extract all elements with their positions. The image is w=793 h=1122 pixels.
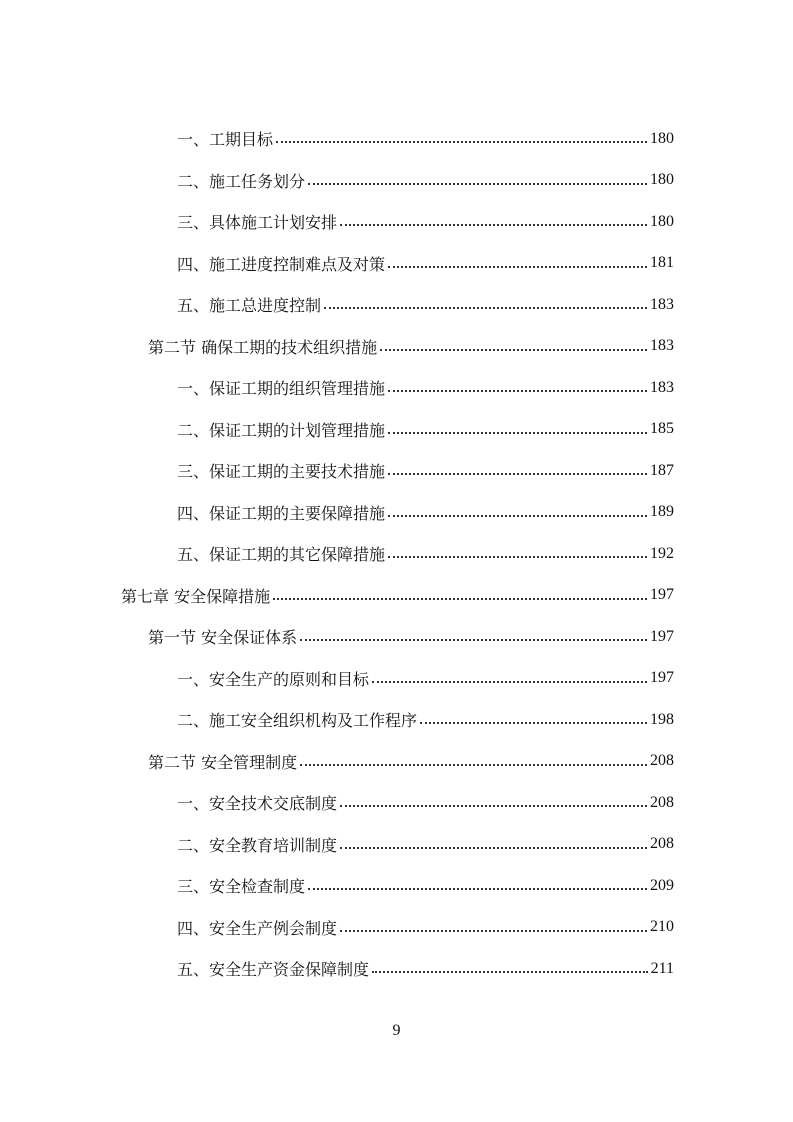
- toc-entry[interactable]: [0, 450, 793, 492]
- toc-entry[interactable]: [0, 533, 793, 575]
- toc-entry[interactable]: [0, 201, 793, 243]
- toc-dot-leader: [388, 265, 647, 268]
- toc-entry-title: 一、保证工期的组织管理措施: [177, 379, 386, 399]
- toc-dot-leader: [372, 970, 648, 973]
- toc-entry-page: 198: [650, 710, 674, 728]
- toc-entry-page: 183: [650, 295, 674, 313]
- toc-dot-leader: [340, 223, 647, 226]
- toc-dot-leader: [273, 597, 647, 600]
- toc-entry[interactable]: [0, 284, 793, 326]
- toc-entry-title: 二、安全教育培训制度: [177, 835, 338, 855]
- toc-entry-page: 185: [650, 420, 674, 438]
- toc-entry-page: 209: [650, 876, 674, 894]
- toc-dot-leader: [380, 348, 647, 351]
- toc-entry-page: 192: [650, 544, 674, 562]
- toc-entry-page: 208: [650, 752, 674, 770]
- toc-dot-leader: [388, 389, 647, 392]
- toc-entry-title: 二、保证工期的计划管理措施: [177, 420, 386, 440]
- toc-dot-leader: [340, 804, 647, 807]
- toc-entry[interactable]: [0, 160, 793, 202]
- toc-dot-leader: [308, 182, 647, 185]
- toc-entry[interactable]: [0, 367, 793, 409]
- toc-entry-page: 197: [650, 669, 674, 687]
- toc-entry-title: 五、施工总进度控制: [177, 296, 322, 316]
- toc-dot-leader: [300, 763, 647, 766]
- toc-dot-leader: [388, 472, 647, 475]
- toc-entry-page: 210: [650, 918, 674, 936]
- toc-entry-title: 第二节 安全管理制度: [148, 752, 298, 772]
- toc-entry-title: 一、安全生产的原则和目标: [177, 669, 370, 689]
- toc-entry-page: 211: [650, 959, 674, 977]
- toc-entry[interactable]: [0, 782, 793, 824]
- toc-entry[interactable]: [0, 492, 793, 534]
- toc-entry-title: 四、安全生产例会制度: [177, 918, 338, 938]
- toc-entry[interactable]: [0, 948, 793, 990]
- toc-entry-title: 第一节 安全保证体系: [148, 628, 298, 648]
- toc-section-entry[interactable]: [0, 616, 793, 658]
- toc-entry-title: 四、施工进度控制难点及对策: [177, 254, 386, 274]
- toc-dot-leader: [276, 140, 647, 143]
- toc-entry-page: 208: [650, 793, 674, 811]
- toc-section-entry[interactable]: [0, 326, 793, 368]
- toc-entry[interactable]: [0, 699, 793, 741]
- toc-entry-page: 180: [650, 212, 674, 230]
- toc-entry-title: 五、安全生产资金保障制度: [177, 960, 370, 980]
- toc-entry[interactable]: [0, 824, 793, 866]
- toc-dot-leader: [388, 431, 647, 434]
- toc-entry-title: 第二节 确保工期的技术组织措施: [148, 337, 378, 357]
- toc-entry-page: 183: [650, 378, 674, 396]
- toc-chapter-entry[interactable]: [0, 575, 793, 617]
- toc-entry[interactable]: [0, 658, 793, 700]
- toc-entry-page: 189: [650, 503, 674, 521]
- toc-dot-leader: [308, 887, 647, 890]
- toc-dot-leader: [340, 846, 647, 849]
- toc-dot-leader: [420, 721, 647, 724]
- toc-entry-page: 197: [650, 627, 674, 645]
- toc-dot-leader: [300, 638, 647, 641]
- toc-entry[interactable]: [0, 907, 793, 949]
- toc-entry-page: 208: [650, 835, 674, 853]
- toc-entry-page: 180: [650, 171, 674, 189]
- toc-dot-leader: [324, 306, 647, 309]
- page-number: 9: [392, 1022, 401, 1039]
- toc-entry[interactable]: [0, 243, 793, 285]
- toc-entry-title: 一、工期目标: [177, 130, 274, 150]
- toc-entry[interactable]: [0, 118, 793, 160]
- toc-entry-title: 一、安全技术交底制度: [177, 794, 338, 814]
- toc-dot-leader: [388, 555, 647, 558]
- toc-entry-page: 187: [650, 461, 674, 479]
- toc-section-entry[interactable]: [0, 741, 793, 783]
- toc-dot-leader: [340, 929, 647, 932]
- toc-entry-page: 181: [650, 254, 674, 272]
- toc-entry-title: 第七章 安全保障措施: [121, 586, 271, 606]
- toc-entry-title: 二、施工安全组织机构及工作程序: [177, 711, 418, 731]
- toc-entry-title: 五、保证工期的其它保障措施: [177, 545, 386, 565]
- toc-dot-leader: [388, 514, 647, 517]
- toc-entry[interactable]: [0, 409, 793, 451]
- toc-entry-title: 三、安全检查制度: [177, 877, 306, 897]
- toc-entry-page: 180: [650, 129, 674, 147]
- toc-dot-leader: [372, 680, 647, 683]
- toc-entry-title: 三、具体施工计划安排: [177, 213, 338, 233]
- toc-entry[interactable]: [0, 865, 793, 907]
- toc-entry-title: 二、施工任务划分: [177, 171, 306, 191]
- toc-entry-title: 三、保证工期的主要技术措施: [177, 462, 386, 482]
- toc-entry-page: 197: [650, 586, 674, 604]
- table-of-contents: [0, 118, 793, 990]
- toc-entry-page: 183: [650, 337, 674, 355]
- toc-entry-title: 四、保证工期的主要保障措施: [177, 503, 386, 523]
